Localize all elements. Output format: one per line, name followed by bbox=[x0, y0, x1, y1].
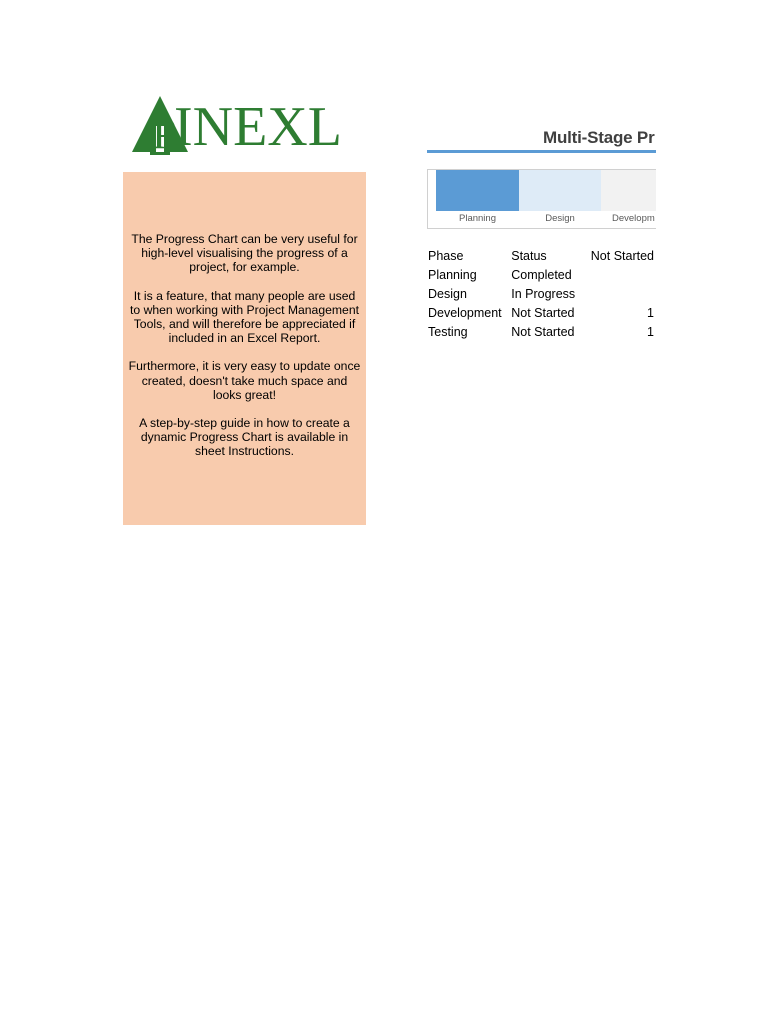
header-status: Status bbox=[511, 248, 547, 263]
cell-not-started: 1 bbox=[647, 324, 654, 339]
cell-not-started: 1 bbox=[647, 305, 654, 320]
progress-bar-planning bbox=[436, 170, 519, 211]
cell-status: Not Started bbox=[511, 324, 575, 339]
note-paragraph: It is a feature, that many people are used to when working with Project Management Tools, and will therefore be appreciated if included in an Excel Report. bbox=[130, 288, 359, 346]
phase-table bbox=[427, 246, 656, 341]
cell-status: Not Started bbox=[511, 305, 575, 320]
table-header-row bbox=[427, 246, 656, 265]
table-row bbox=[427, 322, 656, 341]
progress-bar-development bbox=[601, 170, 656, 211]
title-underline bbox=[427, 150, 656, 153]
note-paragraph: The Progress Chart can be very useful for high-level visualising the progress of a project, for example. bbox=[131, 232, 358, 275]
progress-bar-design bbox=[519, 170, 601, 211]
cell-phase: Planning bbox=[428, 267, 477, 282]
table-row bbox=[427, 303, 656, 322]
brand-name: INEXL bbox=[174, 96, 342, 158]
note-paragraph: A step-by-step guide in how to create a dynamic Progress Chart is available in sheet Instructions. bbox=[139, 416, 350, 459]
note-paragraph: Furthermore, it is very easy to update once created, doesn't take much space and looks great! bbox=[128, 359, 361, 402]
cell-phase: Development bbox=[428, 305, 502, 320]
table-row bbox=[427, 265, 656, 284]
bar-label-design: Design bbox=[545, 213, 575, 224]
bar-label-planning: Planning bbox=[459, 213, 496, 224]
cell-status: In Progress bbox=[511, 286, 576, 301]
cell-phase: Design bbox=[428, 286, 467, 301]
header-not-started: Not Started bbox=[590, 248, 654, 263]
svg-text:P: P bbox=[152, 109, 177, 158]
table-row bbox=[427, 284, 656, 303]
chart-title: Multi-Stage Pr bbox=[543, 128, 655, 147]
bar-label-development: Developm bbox=[612, 213, 655, 224]
cell-phase: Testing bbox=[428, 324, 468, 339]
header-phase: Phase bbox=[428, 248, 464, 263]
cell-not-started bbox=[582, 265, 656, 284]
cell-status: Completed bbox=[511, 267, 572, 282]
cell-not-started bbox=[582, 284, 656, 303]
